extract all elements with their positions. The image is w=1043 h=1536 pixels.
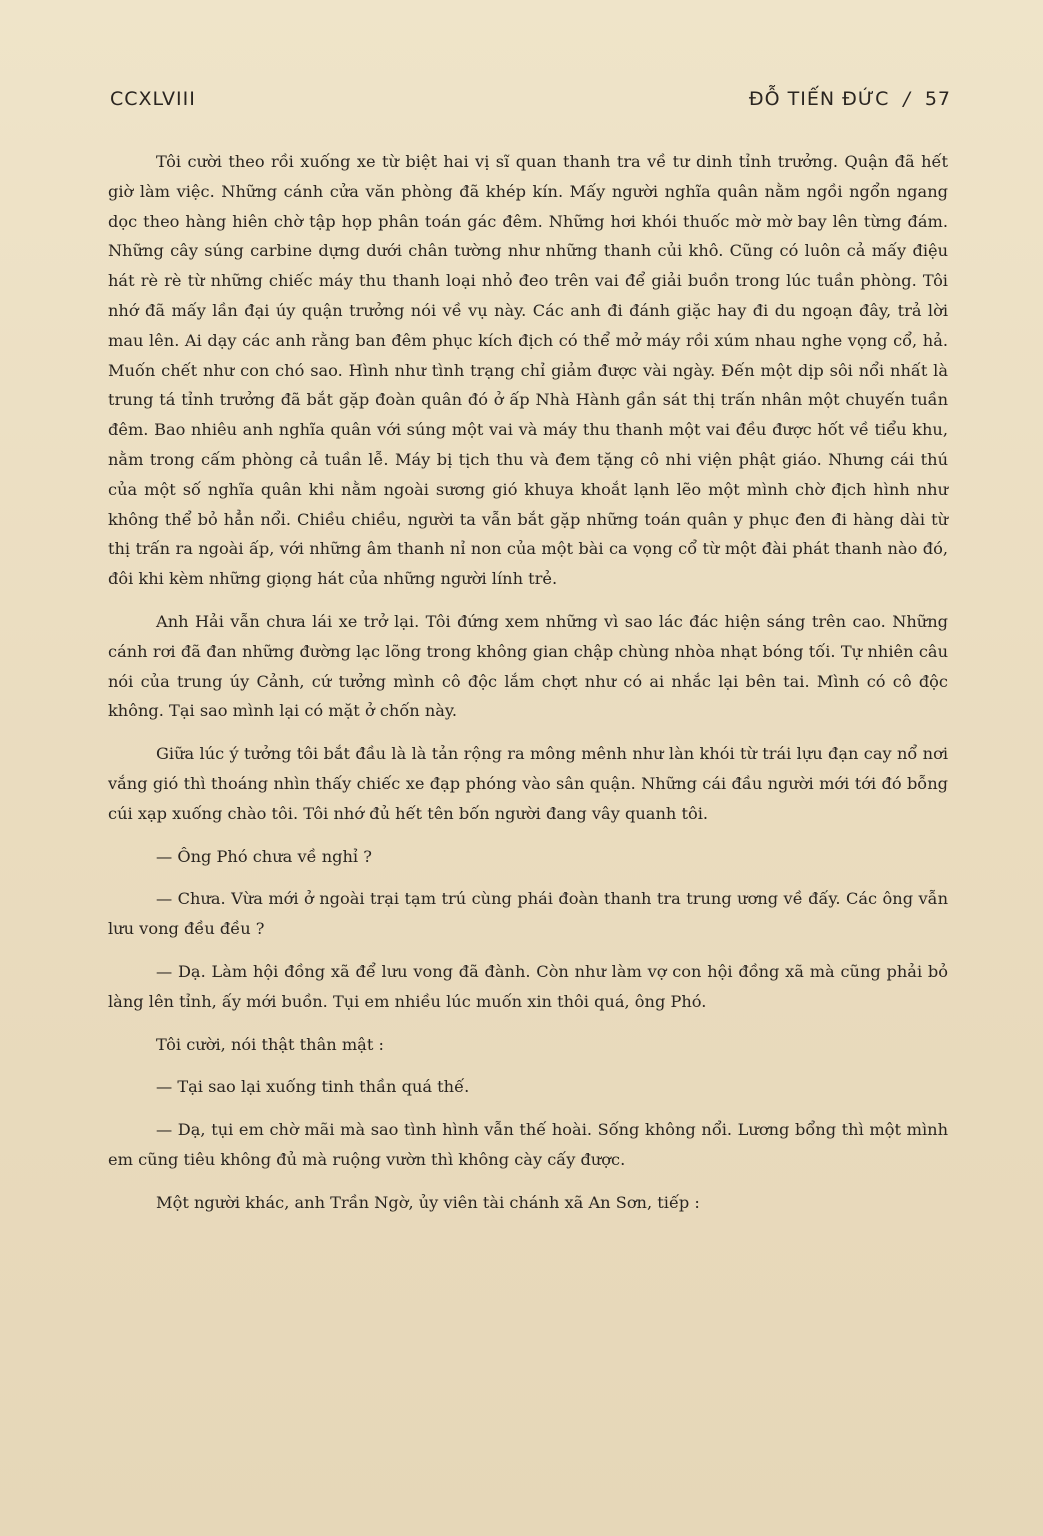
- series-number: CCXLVIII: [110, 88, 196, 110]
- header-separator: /: [903, 88, 911, 110]
- page-header: [110, 88, 951, 110]
- dialogue-line: — Dạ, tụi em chờ mãi mà sao tình hình vẫn thế hoài. Sống không nổi. Lương bổng thì một mình em cũng tiêu không đủ mà ruộng vườn thì không cày cấy được.: [108, 1120, 948, 1169]
- header-right: [749, 88, 951, 110]
- paragraph: Một người khác, anh Trần Ngờ, ủy viên tài chánh xã An Sơn, tiếp :: [156, 1192, 700, 1212]
- page-number: 57: [924, 88, 951, 110]
- paragraph: Tôi cười, nói thật thân mật :: [156, 1034, 384, 1054]
- body-text: [108, 147, 948, 1231]
- dialogue-line: — Dạ. Làm hội đồng xã để lưu vong đã đành. Còn như làm vợ con hội đồng xã mà cũng phải bỏ làng lên tỉnh, ấy mới buồn. Tụi em nhiều lúc muốn xin thôi quá, ông Phó.: [108, 961, 948, 1011]
- paragraph: Giữa lúc ý tưởng tôi bắt đầu là là tản rộng ra mông mênh như làn khói từ trái lựu đạn cay nổ nơi vắng gió thì thoáng nhìn thấy chiếc xe đạp phóng vào sân quận. Những cái đầu người mới tới đó bỗng cúi xạp xuống chào tôi. Tôi nhớ đủ hết tên bốn người đang vây quanh tôi.: [108, 744, 948, 823]
- paragraph: Tôi cười theo rồi xuống xe từ biệt hai vị sĩ quan thanh tra về tư dinh tỉnh trưởng. Quận đã hết giờ làm việc. Những cánh cửa văn phòng đã khép kín. Mấy người nghĩa quân nằm ngồi ngổn ngang dọc theo hàng hiên chờ tập họp phân toán gác đêm. Những hơi khói thuốc mờ mờ bay lên từng đám. Những cây súng carbine dựng dưới chân tường như những thanh củi khô. Cũng có luôn cả mấy điệu hát rè rè từ những chiếc máy thu thanh loại nhỏ đeo trên vai để giải buồn trong lúc tuần phòng. Tôi nhớ đã mấy lần đại úy quận trưởng nói về vụ này. Các anh đi đánh giặc hay đi du ngoạn đây, trả lời mau lên. Ai dạy các anh rằng ban đêm phục kích địch có thể mở máy rồi xúm nhau nghe vọng cổ, hả. Muốn chết như con chó sao. Hình như tình trạng chỉ giảm được vài ngày. Đến một dịp sôi nổi nhất là trung tá tỉnh trưởng đã bắt gặp đoàn quân đó ở ấp Nhà Hành gần sát thị trấn nhân một chuyến tuần đêm. Bao nhiêu anh nghĩa quân với súng một vai và máy thu thanh một vai đều được hốt về tiểu khu, nằm trong cấm phòng cả tuần lễ. Máy bị tịch thu và đem tặng cô nhi viện phật giáo. Nhưng cái thú của một số nghĩa quân khi nằm ngoài sương gió khuya khoắt lạnh lẽo một mình chờ địch hình như không thể bỏ hẳn nổi. Chiều chiều, người ta vẫn bắt gặp những toán quân y phục đen đi hàng dài từ thị trấn ra ngoài ấp, với những âm thanh nỉ non của một bài ca vọng cổ từ một đài phát thanh nào đó, đôi khi kèm những giọng hát của những người lính trẻ.: [108, 152, 948, 589]
- author-name: ĐỖ TIẾN ĐỨC: [748, 88, 890, 110]
- dialogue-line: — Tại sao lại xuống tinh thần quá thế.: [156, 1077, 470, 1097]
- dialogue-line: — Chưa. Vừa mới ở ngoài trại tạm trú cùng phái đoàn thanh tra trung ương về đấy. Các ông vẫn lưu vong đều đều ?: [108, 889, 948, 939]
- dialogue-line: — Ông Phó chưa về nghỉ ?: [156, 846, 372, 866]
- paragraph: Anh Hải vẫn chưa lái xe trở lại. Tôi đứng xem những vì sao lác đác hiện sáng trên cao. Những cánh rơi đã đan những đường lạc lõng trong không gian chập chùng nhòa nhạt bóng tối. Tự nhiên câu nói của trung úy Cảnh, cứ tưởng mình cô độc lắm chợt như có ai nhắc lại bên tai. Mình có cô độc không. Tại sao mình lại có mặt ở chốn này.: [108, 611, 948, 721]
